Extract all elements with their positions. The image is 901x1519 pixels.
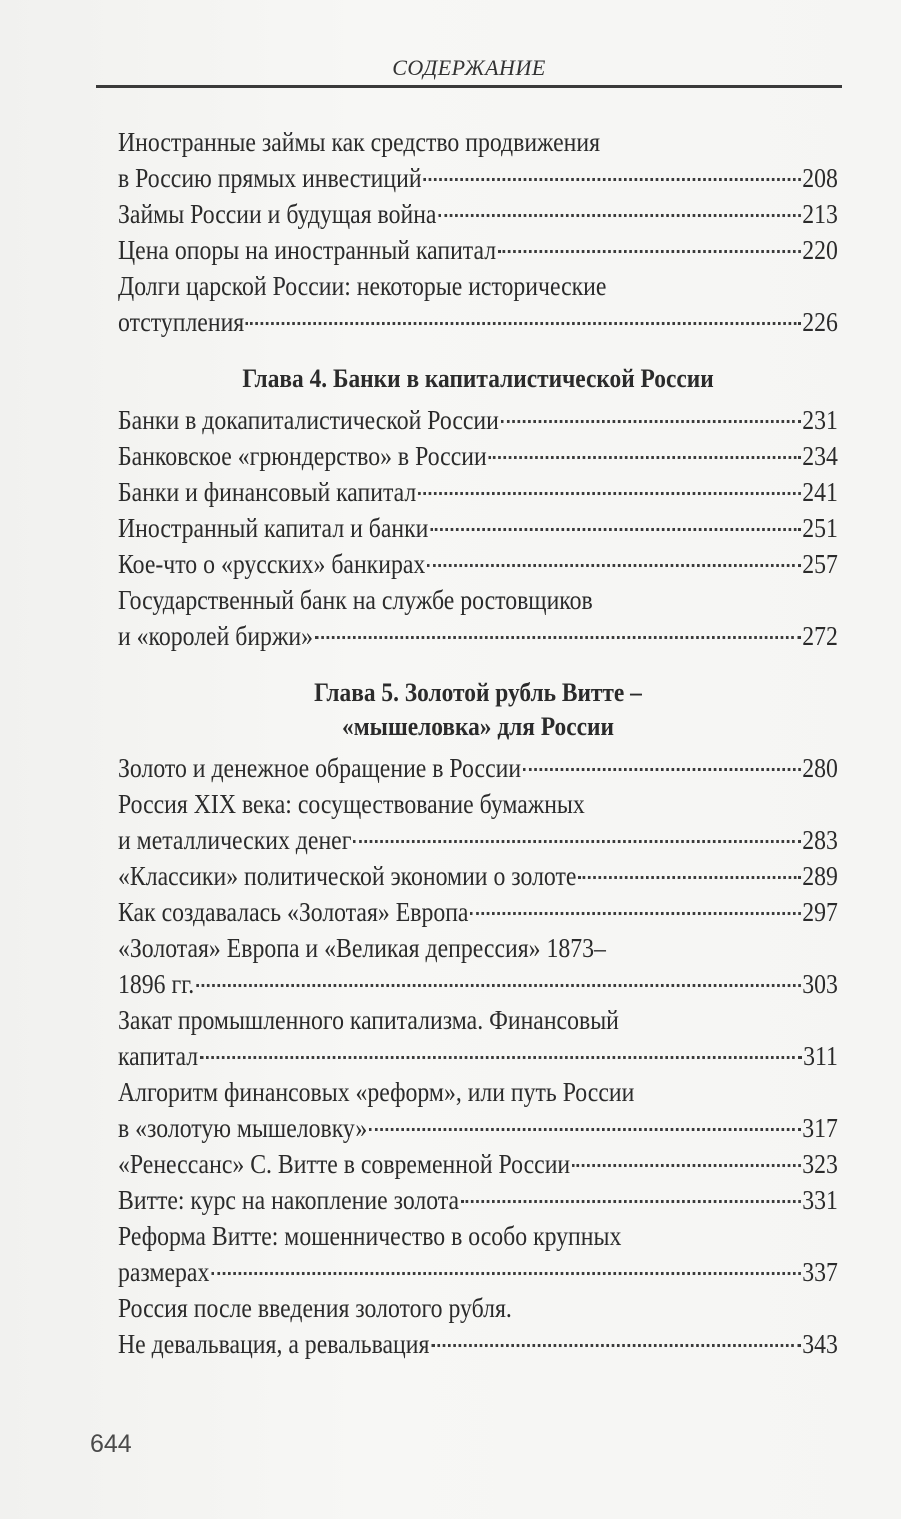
toc-entry[interactable] (118, 474, 838, 510)
toc-page-number: 323 (802, 1149, 838, 1179)
toc-entry-title: Витте: курс на накопление золота (118, 1185, 460, 1215)
toc-page-number: 283 (802, 825, 838, 855)
toc-page-number: 220 (802, 235, 838, 265)
dot-leader (431, 1344, 800, 1347)
toc-entry[interactable] (118, 930, 838, 1002)
toc-entry-line (118, 786, 838, 822)
toc-entry-line (118, 160, 838, 196)
toc-page-number: 251 (802, 513, 838, 543)
toc-entry-title: Алгоритм финансовых «реформ», или путь России (118, 1077, 635, 1107)
toc-entry-line (118, 930, 838, 966)
toc-entry-line (118, 474, 838, 510)
toc-page-number: 337 (802, 1257, 838, 1287)
toc-entry-line (118, 546, 838, 582)
toc-page-number: 297 (802, 897, 838, 927)
toc-entry-title: и металлических денег (118, 825, 352, 855)
toc-entry-line (118, 124, 838, 160)
toc-entry[interactable] (118, 546, 838, 582)
toc-entry-title: «Золотая» Европа и «Великая депрессия» 1873– (118, 933, 606, 963)
toc-page-number: 317 (802, 1113, 838, 1143)
toc-entry-title: 1896 гг. (118, 969, 195, 999)
toc-page-number: 213 (802, 199, 838, 229)
toc-page-number: 289 (802, 861, 838, 891)
toc-entry-title: Иностранный капитал и банки (118, 513, 429, 543)
toc-entry-title: в Россию прямых инвестиций (118, 163, 422, 193)
toc-page-number: 280 (802, 753, 838, 783)
toc-entry-title: Реформа Витте: мошенничество в особо крупных (118, 1221, 622, 1251)
dot-leader (369, 1128, 800, 1131)
chapter-heading (154, 676, 802, 744)
toc-entry[interactable] (118, 750, 838, 786)
toc-entry-title: Банки в докапиталистической России (118, 405, 499, 435)
toc-entry-line (118, 196, 838, 232)
toc-page-number: 241 (802, 477, 838, 507)
toc-entry-title: Цена опоры на иностранный капитал (118, 235, 497, 265)
toc-entry-title: «Ренессанс» С. Витте в современной России (118, 1149, 571, 1179)
dot-leader (461, 1200, 801, 1203)
toc-page-number: 272 (802, 621, 838, 651)
toc-entry-title: Не девальвация, а ревальвация (118, 1329, 430, 1359)
toc-entry-title: Государственный банк на службе ростовщиков (118, 585, 593, 615)
chapter-heading-line: Глава 5. Золотой рубль Витте – (314, 678, 642, 707)
toc-entry-line (118, 966, 838, 1002)
toc-entry-line (118, 618, 838, 654)
toc-entry-title: Закат промышленного капитализма. Финансовый (118, 1005, 619, 1035)
chapter-heading (154, 362, 802, 396)
toc-entry[interactable] (118, 1002, 838, 1074)
toc-entry-title: «Классики» политической экономии о золоте (118, 861, 577, 891)
toc-entry-line (118, 268, 838, 304)
toc-entry[interactable] (118, 858, 838, 894)
toc-entry-title: отступления (118, 307, 245, 337)
dot-leader (438, 214, 800, 217)
toc-entry-line (118, 1290, 838, 1326)
toc-entry-title: Золото и денежное обращение в России (118, 753, 522, 783)
toc-entry-title: Долги царской России: некоторые исторические (118, 271, 607, 301)
toc-entry-line (118, 1218, 838, 1254)
toc-entry[interactable] (118, 1290, 838, 1362)
toc-entry-line (118, 1254, 838, 1290)
toc-entry-line (118, 750, 838, 786)
toc-entry-title: размерах (118, 1257, 210, 1287)
dot-leader (196, 984, 800, 987)
dot-leader (423, 178, 800, 181)
toc-page-number: 226 (802, 307, 838, 337)
toc-entry-line (118, 1002, 838, 1038)
toc-entry-title: Как создавалась «Золотая» Европа (118, 897, 469, 927)
dot-leader (498, 250, 801, 253)
chapter-heading-line: «мышеловка» для России (342, 712, 614, 741)
toc-entry-line (118, 1182, 838, 1218)
toc-entry-line (118, 582, 838, 618)
dot-leader (211, 1272, 800, 1275)
dot-leader (427, 564, 800, 567)
toc-entry[interactable] (118, 402, 838, 438)
dot-leader (572, 1164, 801, 1167)
toc-page-number: 303 (802, 969, 838, 999)
toc-entry[interactable] (118, 510, 838, 546)
table-of-contents (118, 124, 838, 1362)
running-head: СОДЕРЖАНИЕ (392, 55, 546, 80)
dot-leader (200, 1056, 801, 1059)
toc-entry-line (118, 232, 838, 268)
dot-leader (418, 492, 800, 495)
toc-entry[interactable] (118, 438, 838, 474)
dot-leader (246, 322, 800, 325)
toc-entry-line (118, 822, 838, 858)
page-number: 644 (90, 1430, 132, 1458)
dot-leader (353, 840, 800, 843)
toc-entry[interactable] (118, 1146, 838, 1182)
toc-entry-title: и «королей биржи» (118, 621, 313, 651)
toc-entry-title: Россия XIX века: сосуществование бумажных (118, 789, 585, 819)
toc-entry-title: в «золотую мышеловку» (118, 1113, 368, 1143)
toc-entry[interactable] (118, 196, 838, 232)
toc-entry[interactable] (118, 786, 838, 858)
toc-entry[interactable] (118, 1218, 838, 1290)
header-rule (96, 85, 842, 88)
dot-leader (488, 456, 800, 459)
toc-entry-title: Кое-что о «русских» банкирах (118, 549, 426, 579)
toc-entry-line (118, 438, 838, 474)
chapter-heading-line: Глава 4. Банки в капиталистической России (242, 364, 714, 393)
toc-page-number: 257 (802, 549, 838, 579)
toc-entry[interactable] (118, 894, 838, 930)
toc-entry[interactable] (118, 232, 838, 268)
toc-entry-title: капитал (118, 1041, 199, 1071)
toc-page-number: 311 (803, 1041, 838, 1071)
toc-entry[interactable] (118, 582, 838, 654)
dot-leader (430, 528, 800, 531)
toc-entry-title: Банки и финансовый капитал (118, 477, 417, 507)
toc-entry-line (118, 1110, 838, 1146)
dot-leader (501, 420, 801, 423)
toc-page-number: 234 (802, 441, 838, 471)
toc-entry-line (118, 1146, 838, 1182)
dot-leader (523, 768, 801, 771)
toc-entry-title: Россия после введения золотого рубля. (118, 1293, 512, 1323)
toc-page-number: 343 (802, 1329, 838, 1359)
toc-entry-title: Банковское «грюндерство» в России (118, 441, 487, 471)
toc-entry-line (118, 894, 838, 930)
toc-entry-title: Займы России и будущая война (118, 199, 437, 229)
dot-leader (470, 912, 800, 915)
toc-entry-line (118, 1326, 838, 1362)
toc-entry[interactable] (118, 124, 838, 196)
toc-entry-line (118, 858, 838, 894)
toc-page-number: 208 (802, 163, 838, 193)
toc-entry-line (118, 510, 838, 546)
toc-entry-line (118, 1038, 838, 1074)
toc-entry-title: Иностранные займы как средство продвижения (118, 127, 601, 157)
dot-leader (578, 876, 800, 879)
toc-page-number: 331 (802, 1185, 838, 1215)
toc-entry[interactable] (118, 1182, 838, 1218)
toc-entry-line (118, 1074, 838, 1110)
dot-leader (315, 636, 801, 639)
toc-entry[interactable] (118, 268, 838, 340)
toc-page-number: 231 (802, 405, 838, 435)
toc-entry-line (118, 304, 838, 340)
toc-entry[interactable] (118, 1074, 838, 1146)
toc-entry-line (118, 402, 838, 438)
